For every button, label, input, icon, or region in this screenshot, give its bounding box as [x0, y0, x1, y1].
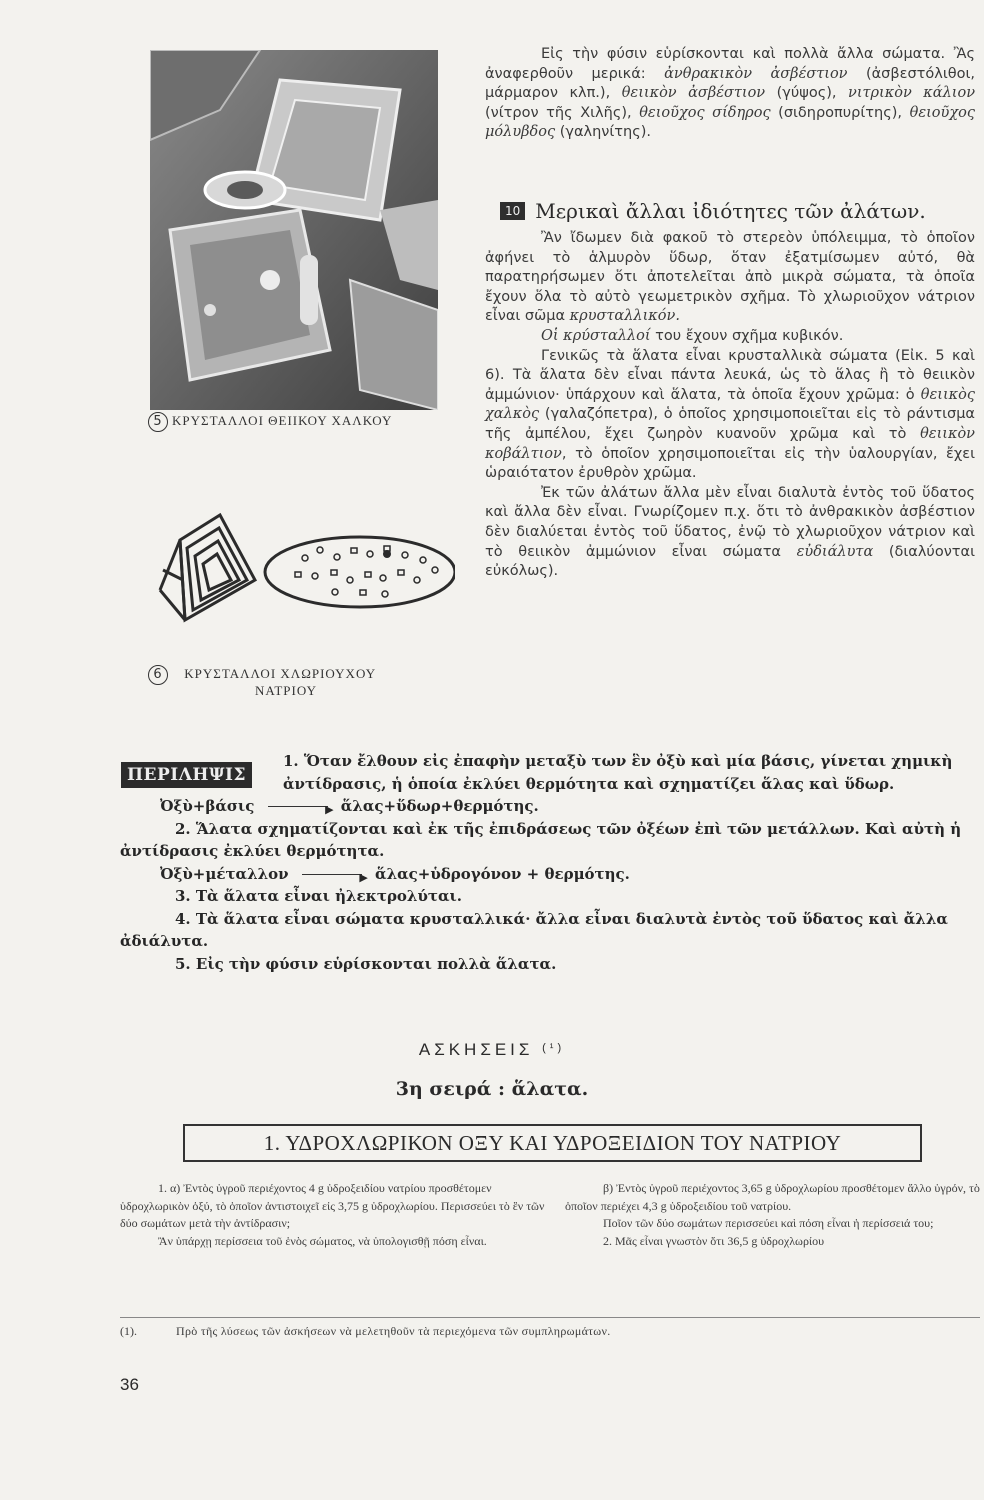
- page-number: 36: [120, 1375, 139, 1394]
- body-p3-italic-1: θειικὸς χαλκὸς: [485, 386, 975, 423]
- body-p3-italic-2: θειικὸν κοβάλτιον: [485, 425, 975, 462]
- exercises-title: [0, 1040, 984, 1060]
- body-p4-italic: εὐδιάλυτα: [796, 543, 874, 560]
- body-p3-text-b: (γαλαζόπετρα), ὁ ὁποῖος χρησιμοποιεῖται εἰς τὸ ράντισμα τῆς ἀμπέλου, ἔχει ζωηρὸν κυανοῦν χρῶμα καὶ τὸ: [485, 406, 975, 442]
- intro-text-2: (ἀσβεστόλιθοι, μάρμαρον κλπ.),: [485, 65, 975, 102]
- section-body: [485, 229, 975, 582]
- intro-text-4: (νίτρον τῆς Χιλῆς),: [485, 104, 640, 121]
- equation-2-right: ἅλας+ὑδρογόνον + θερμότης.: [375, 864, 630, 883]
- summary-label: ΠΕΡΙΛΗΨΙΣ: [121, 762, 252, 788]
- exercise-1a-note: Ἂν ὑπάρχῃ περίσσεια τοῦ ἑνὸς σώματος, νὰ ὑπολογισθῇ πόση εἶναι.: [158, 1233, 487, 1248]
- figure-5-number: 5: [148, 412, 168, 432]
- summary-item-5: 5. Εἰς τὴν φύσιν εὑρίσκονται πολλὰ ἅλατα.: [175, 954, 557, 973]
- exercise-right-column: [565, 1180, 980, 1250]
- summary-equation-2: [120, 863, 980, 886]
- summary-item-3: 3. Τὰ ἅλατα εἶναι ἠλεκτρολύται.: [175, 887, 462, 905]
- footnote-mark: (1).: [120, 1324, 137, 1338]
- intro-text-6: (γαληνίτης).: [555, 124, 652, 141]
- salt-crystal-graphic: [155, 510, 455, 650]
- summary-block: [120, 750, 980, 975]
- intro-italic-1: ἀνθρακικὸν ἀσβέστιον: [664, 65, 848, 82]
- body-paragraph-1: [485, 229, 975, 327]
- intro-italic-3: νιτρικὸν κάλιον: [848, 85, 976, 102]
- section-number: 10: [500, 202, 525, 220]
- body-paragraph-2: [485, 327, 975, 347]
- exercise-1b: β) Ἐντὸς ὑγροῦ περιέχοντος 3,65 g ὑδροχλωρίου προσθέτομεν ἄλλο ὑγρόν, τὸ ὁποῖον περιέχει 4,3 g ὑδροξειδίου τοῦ νατρίου.: [565, 1181, 980, 1213]
- arrow-icon: ▶: [302, 874, 362, 875]
- body-paragraph-3: [485, 347, 975, 484]
- body-p3-text-a: Γενικῶς τὰ ἅλατα εἶναι κρυσταλλικὰ σώματα (Εἰκ. 5 καὶ 6). Τὰ ἅλατα δὲν εἶναι πάντα λευκά, ὡς τὸ ἅλας ἢ τὸ θειικὸν ἀμμώνιον· ὑπάρχουν καὶ ἅλατα, τὰ ὁποῖα ἔχουν χρῶμα: ὁ: [485, 347, 975, 403]
- figure-6-number: 6: [148, 665, 168, 685]
- footnote-divider: [120, 1317, 980, 1318]
- intro-text-5: (σιδηροπυρίτης),: [770, 104, 910, 121]
- summary-equation-1: [120, 795, 980, 818]
- body-p1-italic: κρυσταλλικόν.: [569, 308, 680, 325]
- summary-item-1: 1. Ὅταν ἔλθουν εἰς ἐπαφὴν μεταξὺ των ἓν ὀξὺ καὶ μία βάσις, γίνεται χημικὴ ἀντίδρασις, ἡ ὁποία ἐκλύει θερμότητα καὶ σχηματίζει ἅλας καὶ ὕδωρ.: [283, 752, 953, 793]
- exercise-left-column: [120, 1180, 545, 1250]
- exercise-1b-question: Ποῖον τῶν δύο σωμάτων περισσεύει καὶ πόση εἶναι ἡ περίσσειά του;: [603, 1216, 934, 1230]
- crystal-photo-graphic: [150, 50, 438, 410]
- footnote: [120, 1324, 980, 1339]
- figure-5-caption-text: ΚΡΥΣΤΑΛΛΟΙ ΘΕΙΙΚΟΥ ΧΑΛΚΟΥ: [172, 413, 393, 428]
- figure-6-caption: [148, 665, 448, 699]
- exercises-footnote-mark: (¹): [542, 1042, 566, 1054]
- exercise-2: 2. Μᾶς εἶναι γνωστὸν ὅτι 36,5 g ὑδροχλωρίου: [603, 1233, 825, 1248]
- intro-italic-2: θειικὸν ἀσβέστιον: [621, 85, 766, 102]
- exercise-box-title: 1. ΥΔΡΟΧΛΩΡΙΚΟΝ ΟΞΥ ΚΑΙ ΥΔΡΟΞΕΙΔΙΟΝ ΤΟΥ ΝΑΤΡΙΟΥ: [183, 1124, 922, 1162]
- section-heading: [500, 199, 975, 223]
- equation-1-left: Ὀξὺ+βάσις: [160, 797, 255, 815]
- body-p1-text: Ἂν ἴδωμεν διὰ φακοῦ τὸ στερεὸν ὑπόλειμμα, τὸ ὁποῖον ἀφήνει τὸ ἁλμυρὸν ὕδωρ, ὅταν ἐξατμίσωμεν αὐτό, θὰ παρατηρήσωμεν ὅτι ἀποτελεῖται ἀπὸ μικρὰ σώματα, τὰ ὁποῖα ἔχουν ὅλα τὸ αὐτὸ γεωμετρικὸν σχῆμα. Τὸ χλωριοῦχον νάτριον εἶναι σῶμα: [485, 230, 975, 325]
- body-p4-text-a: Ἐκ τῶν ἀλάτων ἄλλα μὲν εἶναι διαλυτὰ ἐντὸς τοῦ ὕδατος καὶ ἄλλα δὲν εἶναι. Γνωρίζομεν π.χ. ὅτι τὸ ἀνθρακικὸν ἀσβέστιον δὲν διαλύεται ἐντὸς τοῦ ὕδατος, ἐνῷ τὸ χλωριοῦχον νάτριον καὶ τὸ θειικὸν ἀμμώνιον εἶναι σώματα: [485, 484, 975, 560]
- footnote-text: Πρὸ τῆς λύσεως τῶν ἀσκήσεων νὰ μελετηθοῦν τὰ περιεχόμενα τῶν συμπληρωμάτων.: [176, 1324, 611, 1338]
- arrow-icon: ▶: [268, 806, 328, 807]
- figure-5-caption: [148, 412, 392, 432]
- section-title: Μερικαὶ ἄλλαι ἰδιότητες τῶν ἀλάτων.: [535, 199, 926, 223]
- intro-italic-5: θειοῦχος μόλυβδος: [485, 104, 975, 141]
- intro-italic-4: θειοῦχος σίδηρος: [639, 104, 771, 121]
- salt-crystal-drawing: [155, 510, 455, 654]
- body-p3-text-c: , τὸ ὁποῖον χρησιμοποιεῖται εἰς τὴν ὑαλουργίαν, ἔχει ὡραιότατον ἐρυθρὸν χρῶμα.: [485, 445, 975, 482]
- body-p2-italic: Οἱ κρύσταλλοί: [541, 327, 651, 344]
- exercise-series: 3η σειρά : ἅλατα.: [395, 1078, 589, 1100]
- body-p4-text-b: (διαλύονται εὐκόλως).: [485, 543, 975, 580]
- body-paragraph-4: [485, 484, 975, 582]
- summary-item-4: 4. Τὰ ἅλατα εἶναι σώματα κρυσταλλικά· ἄλλα εἶναι διαλυτὰ ἐντὸς τοῦ ὕδατος καὶ ἄλλα ἀδιάλυτα.: [120, 909, 948, 950]
- summary-item-2: 2. Ἅλατα σχηματίζονται καὶ ἐκ τῆς ἐπιδράσεως τῶν ὀξέων ἐπὶ τῶν μετάλλων. Καὶ αὐτὴ ἡ ἀντίδρασις ἐκλύει θερμότητα.: [120, 819, 962, 860]
- copper-sulfate-photo: [150, 50, 438, 410]
- exercises-title-text: ΑΣΚΗΣΕΙΣ: [418, 1040, 534, 1059]
- body-p2-text: του ἔχουν σχῆμα κυβικόν.: [650, 327, 844, 344]
- intro-text-1: Εἰς τὴν φύσιν εὑρίσκονται καὶ πολλὰ ἄλλα σώματα. Ἂς ἀναφερθοῦν μερικά:: [485, 46, 975, 82]
- equation-2-left: Ὀξὺ+μέταλλον: [160, 864, 289, 883]
- figure-6-caption-line2: ΝΑΤΡΙΟΥ: [255, 683, 317, 698]
- equation-1-right: ἅλας+ὕδωρ+θερμότης.: [340, 797, 539, 815]
- intro-paragraph: [485, 45, 975, 143]
- figure-6-caption-line1: ΚΡΥΣΤΑΛΛΟΙ ΧΛΩΡΙΟΥΧΟΥ: [184, 666, 377, 681]
- intro-text-3: (γύψος),: [765, 85, 848, 102]
- exercise-1a: 1. α) Ἐντὸς ὑγροῦ περιέχοντος 4 g ὑδροξειδίου νατρίου προσθέτομεν ὑδροχλωρικὸν ὀξύ, τὸ ὁποῖον ἀντιστοιχεῖ εἰς 3,75 g ὑδροχλωρίου. Περισσεύει τὸ ἓν τῶν δύο σωμάτων μετὰ τὴν ἀντίδρασιν;: [120, 1181, 545, 1230]
